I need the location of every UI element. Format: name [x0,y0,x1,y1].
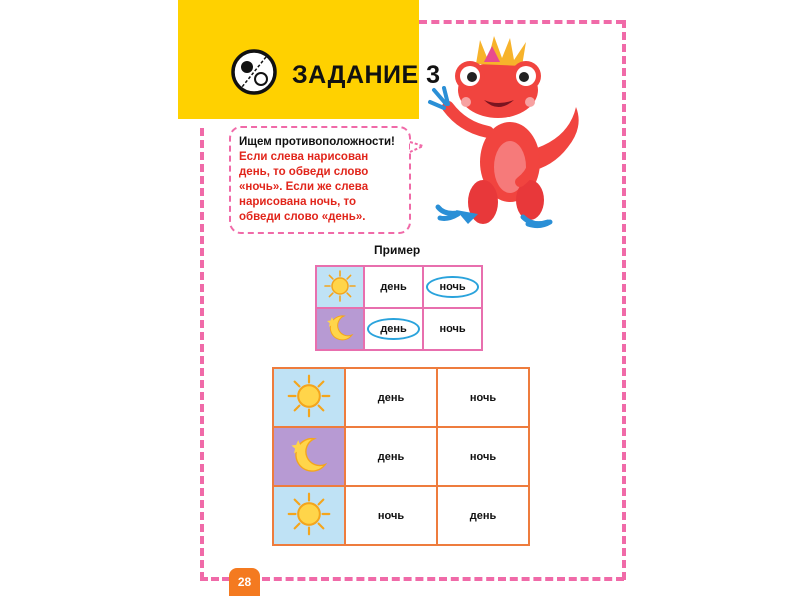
word-cell[interactable] [437,368,529,427]
sun-icon [323,269,357,303]
word-cell[interactable] [364,308,423,350]
word-night: ночь [439,323,466,335]
word-cell[interactable] [345,427,437,486]
instruction-text: Если слева нарисован день, то обведи слово «ночь». Если же слева нарисована ночь, то обведи слово «день». [239,151,369,223]
sun-icon [286,491,332,537]
circled-word-day: день [367,318,420,340]
border-bottom-left [200,577,230,581]
word-night: ночь [469,391,497,404]
instruction-bubble [229,126,411,234]
table-row [273,427,529,486]
sun-picture-cell [273,368,345,427]
page-number: 28 [229,568,260,596]
moon-star-icon [323,311,357,345]
table-row [316,266,482,308]
word-day: день [377,450,405,463]
word-cell[interactable] [423,266,482,308]
border-top [419,20,624,24]
table-row [273,486,529,545]
word-day: день [469,509,497,522]
header-banner [178,0,419,119]
task-title: ЗАДАНИЕ 3 [292,61,441,89]
table-row [273,368,529,427]
word-cell[interactable] [437,486,529,545]
sun-icon [286,373,332,419]
word-night: ночь [377,509,405,522]
moon-picture-cell [273,427,345,486]
word-cell[interactable] [423,308,482,350]
moon-star-icon [286,432,332,478]
word-day: день [380,281,407,293]
sun-picture-cell [273,486,345,545]
moon-picture-cell [316,308,364,350]
border-bottom [262,577,624,581]
example-label: Пример [374,243,421,257]
example-table [315,265,483,351]
sun-picture-cell [316,266,364,308]
monster-illustration [418,32,588,242]
word-day: день [377,391,405,404]
border-right [622,20,626,580]
instruction-title: Ищем противоположности! [239,136,395,148]
word-cell[interactable] [364,266,423,308]
word-night: ночь [469,450,497,463]
word-cell[interactable] [437,427,529,486]
stopwatch-icon [230,48,278,96]
table-row [316,308,482,350]
word-cell[interactable] [345,486,437,545]
word-cell[interactable] [345,368,437,427]
circled-word-night: ночь [426,276,478,298]
task-table [272,367,530,546]
border-left [200,128,204,580]
